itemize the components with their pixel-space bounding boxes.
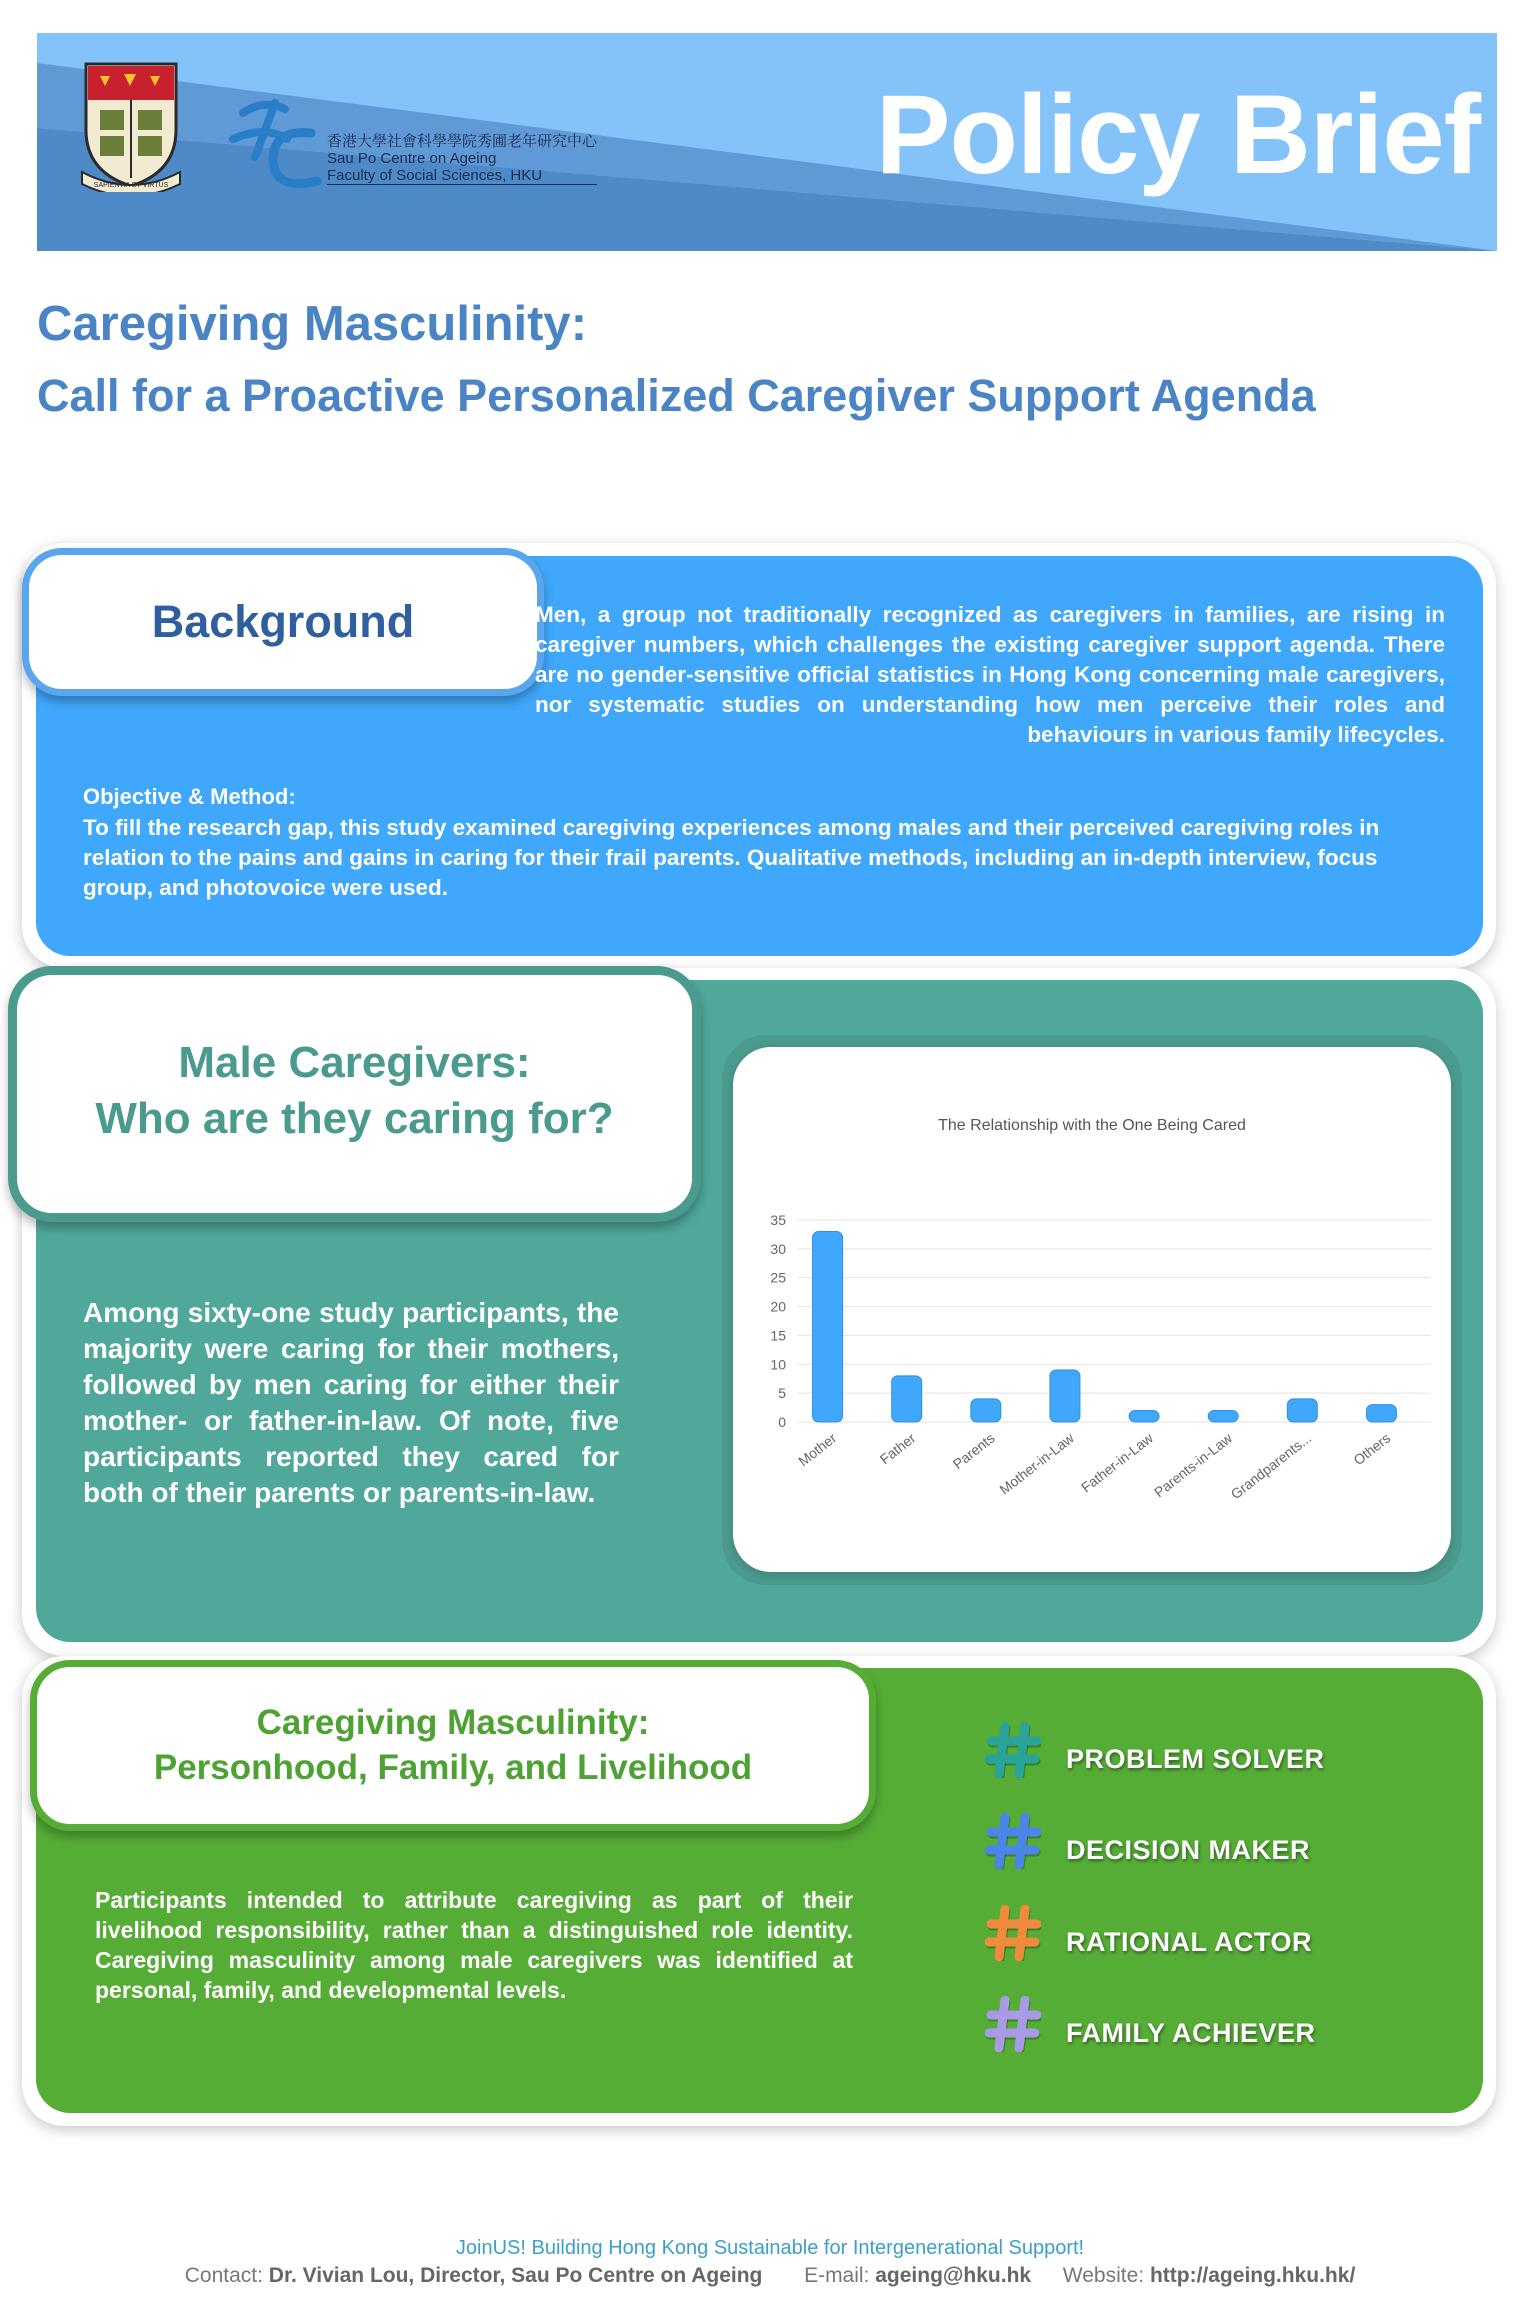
x-tick-label: Parents (949, 1429, 998, 1473)
email-link[interactable]: ageing@hku.hk (875, 2264, 1032, 2287)
hash-icon (985, 1905, 1041, 1961)
sau-po-centre-logo-icon (225, 95, 325, 195)
hash-icon (985, 1813, 1041, 1869)
website-label: Website: (1062, 2264, 1145, 2287)
bar-parents (971, 1399, 1001, 1422)
contact-line (0, 2264, 1540, 2288)
bar-mother (813, 1232, 843, 1422)
policy-brief-title: Policy Brief (875, 72, 1480, 197)
faculty-name: Faculty of Social Sciences, HKU (327, 167, 597, 185)
email-label: E-mail: (804, 2264, 870, 2287)
bar-others (1366, 1405, 1396, 1422)
tag-problem-solver (985, 1715, 1325, 1785)
bar-parents-in-law (1208, 1410, 1238, 1422)
tag-label: PROBLEM SOLVER (1066, 1743, 1325, 1774)
x-tick-label: Father (876, 1429, 919, 1468)
y-tick-label: 0 (778, 1414, 786, 1430)
y-tick-label: 5 (778, 1385, 786, 1402)
x-tick-label: Mother (795, 1429, 840, 1470)
x-tick-label: Grandparents... (1227, 1429, 1315, 1503)
website-link[interactable]: http://ageing.hku.hk/ (1149, 2264, 1356, 2287)
x-tick-label: Mother-in-Law (996, 1429, 1077, 1498)
background-heading: Background (151, 596, 415, 647)
male-caregivers-text: Among sixty-one study participants, the majority were caring for their mothers, followed by men caring for either their mother- or father-in-law. Of note, five participants reported they cared for both of their parents or parents-in-law. (83, 1297, 619, 1508)
y-tick-label: 15 (770, 1327, 786, 1344)
objective-method-text: To fill the research gap, this study examined caregiving experiences among males and their perceived caregiving roles in relation to the pains and gains in caring for their frail parents. Qualitative methods, including an in-depth interview, focus group, and photovoice were used. (83, 815, 1380, 900)
contact-name: Dr. Vivian Lou, Director, Sau Po Centre on Ageing (268, 2264, 763, 2287)
tag-label: RATIONAL ACTOR (1066, 1926, 1312, 1957)
y-tick-label: 30 (770, 1240, 786, 1257)
contact-label: Contact: (184, 2264, 263, 2287)
page-subtitle: Call for a Proactive Personalized Caregiver Support Agenda (37, 370, 1316, 421)
bar-father (892, 1376, 922, 1422)
male-caregivers-heading-line2: Who are they caring for? (95, 1094, 614, 1143)
hash-icon (985, 1722, 1041, 1778)
caregiving-masculinity-heading (30, 1700, 876, 1790)
y-tick-label: 35 (770, 1212, 786, 1228)
chart-title: The Relationship with the One Being Cared (938, 1117, 1246, 1134)
centre-name (327, 133, 597, 185)
centre-name-english: Sau Po Centre on Ageing (327, 150, 497, 167)
caregiving-masculinity-heading-line1: Caregiving Masculinity: (256, 1703, 650, 1742)
male-caregivers-heading (8, 1035, 701, 1147)
x-tick-label: Father-in-Law (1077, 1429, 1156, 1496)
relationship-bar-chart (733, 1047, 1451, 1572)
tag-family-achiever (985, 1989, 1316, 2059)
caregiving-masculinity-heading-line2: Personhood, Family, and Livelihood (153, 1748, 753, 1787)
male-caregivers-heading-line1: Male Caregivers: (178, 1038, 531, 1087)
tag-label: DECISION MAKER (1066, 1834, 1311, 1865)
y-tick-label: 25 (770, 1269, 786, 1286)
x-tick-label: Parents-in-Law (1150, 1429, 1236, 1501)
caregiving-masculinity-text: Participants intended to attribute caregiving as part of their livelihood responsibility, rather than a distinguished role identity. Caregiving masculinity among male caregivers was identified at personal, family, and developmental levels. (95, 1887, 853, 2003)
hku-crest-icon (78, 60, 184, 192)
objective-method-label: Objective & Method: (83, 784, 296, 809)
y-tick-label: 10 (770, 1356, 786, 1373)
page-title: Caregiving Masculinity: (37, 297, 588, 351)
tag-label: FAMILY ACHIEVER (1066, 2017, 1316, 2048)
tag-decision-maker (985, 1806, 1310, 1876)
bar-father-in-law (1129, 1410, 1159, 1422)
centre-name-chinese: 香港大學社會科學學院秀圃老年研究中心 (327, 133, 598, 150)
join-us-slogan: JoinUS! Building Hong Kong Sustainable for Intergenerational Support! (455, 2237, 1085, 2259)
tag-rational-actor (985, 1898, 1312, 1968)
background-text: Men, a group not traditionally recognized as caregivers in families, are rising in caregiver numbers, which challenges the existing caregiver support agenda. There are no gender-sensitive official statistics in Hong Kong concerning male caregivers, nor systematic studies on understanding how men perceive their roles and behaviours in various family lifecycles. (535, 602, 1445, 747)
y-tick-label: 20 (770, 1298, 786, 1315)
crest-motto: SAPIENTIA ET VIRTUS (93, 182, 169, 189)
x-tick-label: Others (1350, 1429, 1394, 1469)
hash-icon (985, 1996, 1041, 2052)
bar-mother-in-law (1050, 1370, 1080, 1422)
bar-grandparents (1287, 1399, 1317, 1422)
